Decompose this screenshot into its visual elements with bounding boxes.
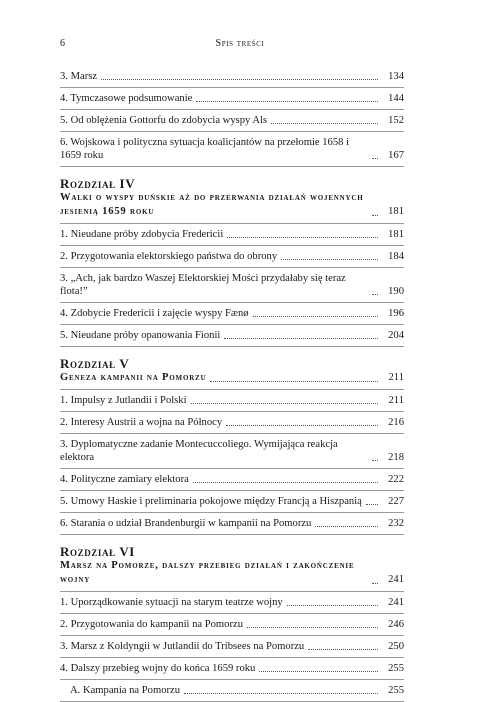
chapter-title-text: Geneza kampanii na Pomorzu: [60, 372, 207, 383]
toc-entry-page: 204: [388, 330, 404, 341]
leader-dots: [372, 460, 378, 461]
toc-entry-text: 1. Impulsy z Jutlandii i Polski: [60, 395, 187, 406]
toc-entry-text: 4. Dalszy przebieg wojny do końca 1659 roku: [60, 663, 256, 674]
toc-entry-page: 255: [388, 685, 404, 696]
toc-entry[interactable]: [60, 434, 404, 468]
toc-entry-text: 6. Wojskowa i polityczna sytuacja koalicjantów na przełomie 1658 i 1659 roku: [60, 137, 350, 161]
toc-entry-page: 181: [388, 229, 404, 240]
toc-entry-page: 241: [388, 597, 404, 608]
toc-entry[interactable]: [60, 132, 404, 166]
toc-entry-text: 1. Uporządkowanie sytuacji na starym teatrze wojny: [60, 597, 283, 608]
chapter-title-text: Marsz na Pomorze, dalszy przebieg działań i zakończenie wojny: [60, 560, 355, 585]
toc-entry[interactable]: [60, 110, 404, 131]
toc-entry-text: 2. Przygotowania do kampanii na Pomorzu: [60, 619, 244, 630]
chapter-title[interactable]: [60, 559, 404, 591]
leader-dots: [372, 215, 378, 216]
toc-entry[interactable]: [60, 66, 404, 87]
leader-dots: [101, 79, 378, 80]
toc-entry-text: 3. „Ach, jak bardzo Waszej Elektorskiej Mości przydałaby się teraz flota!”: [60, 273, 346, 297]
toc-entry-text: 4. Polityczne zamiary elektora: [60, 474, 189, 485]
leader-dots: [315, 526, 378, 527]
leader-dots: [226, 425, 378, 426]
toc-entry[interactable]: [60, 636, 404, 657]
toc-entry[interactable]: [60, 246, 404, 267]
leader-dots: [253, 316, 378, 317]
toc-entry[interactable]: [60, 325, 404, 346]
toc-entry-page: 190: [388, 286, 404, 297]
toc-entry-text: 1. Nieudane próby zdobycia Fredericii: [60, 229, 224, 240]
leader-dots: [196, 101, 378, 102]
leader-dots: [247, 627, 378, 628]
toc-entry-page: 152: [388, 115, 404, 126]
toc-entry[interactable]: [60, 658, 404, 679]
toc-entry-text: 5. Nieudane próby opanowania Fionii: [60, 330, 221, 341]
leader-dots: [210, 381, 378, 382]
toc-entry-text: A. Kampania na Pomorzu: [70, 685, 181, 696]
toc-entry-page: 184: [388, 251, 404, 262]
leader-dots: [281, 259, 378, 260]
toc-entry-text: 3. Dyplomatyczne zadanie Montecuccoliego. Wymijająca reakcja elektora: [60, 439, 338, 463]
toc-entry[interactable]: [60, 592, 404, 613]
toc-entry-page: 216: [388, 417, 404, 428]
leader-dots: [193, 482, 378, 483]
chapter-title-page: 181: [388, 206, 404, 217]
leader-dots: [191, 403, 378, 404]
leader-dots: [308, 649, 378, 650]
leader-dots: [372, 158, 378, 159]
toc-entry-page: 167: [388, 150, 404, 161]
leader-dots: [184, 693, 378, 694]
leader-dots: [366, 504, 378, 505]
chapter-heading: Rozdział V: [60, 356, 130, 371]
toc-entry-page: 227: [388, 496, 404, 507]
leader-dots: [372, 583, 378, 584]
table-of-contents: [60, 66, 404, 702]
toc-entry[interactable]: [60, 224, 404, 245]
leader-dots: [227, 237, 378, 238]
chapter-heading: Rozdział IV: [60, 176, 136, 191]
toc-entry[interactable]: [60, 513, 404, 534]
toc-entry-page: 218: [388, 452, 404, 463]
chapter-title[interactable]: [60, 191, 404, 223]
toc-entry-text: 5. Od oblężenia Gottorfu do zdobycia wyspy Als: [60, 115, 268, 126]
toc-entry-page: 250: [388, 641, 404, 652]
toc-entry-text: 3. Marsz z Koldyngii w Jutlandii do Tribsees na Pomorzu: [60, 641, 305, 652]
toc-entry-text: 2. Interesy Austrii a wojna na Północy: [60, 417, 223, 428]
toc-entry-text: 3. Marsz: [60, 71, 98, 82]
chapter-title-text: Walki o wyspy duńskie aż do przerwania działań wojennych jesienią 1659 roku: [60, 192, 364, 217]
toc-entry[interactable]: [60, 268, 404, 302]
chapter-heading: Rozdział VI: [60, 544, 135, 559]
leader-dots: [259, 671, 378, 672]
chapter-title-page: 241: [388, 574, 404, 585]
toc-entry[interactable]: [60, 412, 404, 433]
toc-entry[interactable]: [60, 469, 404, 490]
toc-entry-text: 5. Umowy Haskie i preliminaria pokojowe między Francją a Hiszpanią: [60, 496, 362, 507]
toc-entry-page: 232: [388, 518, 404, 529]
toc-entry-page: 246: [388, 619, 404, 630]
leader-dots: [287, 605, 378, 606]
toc-entry-page: 211: [388, 395, 404, 406]
toc-entry-page: 196: [388, 308, 404, 319]
toc-entry[interactable]: [60, 614, 404, 635]
toc-entry[interactable]: [60, 303, 404, 324]
toc-entry-page: 144: [388, 93, 404, 104]
toc-entry-text: 4. Zdobycie Fredericii i zajęcie wyspy Fænø: [60, 308, 249, 319]
toc-entry-text: 2. Przygotowania elektorskiego państwa do obrony: [60, 251, 278, 262]
toc-entry[interactable]: [60, 491, 404, 512]
leader-dots: [372, 294, 378, 295]
page-number: 6: [60, 38, 65, 49]
toc-entry-page: 222: [388, 474, 404, 485]
toc-sub-entry[interactable]: [60, 680, 404, 701]
toc-entry-page: 255: [388, 663, 404, 674]
toc-entry-page: 134: [388, 71, 404, 82]
toc-entry[interactable]: [60, 390, 404, 411]
chapter-title[interactable]: [60, 371, 404, 389]
running-head: Spis treści: [215, 38, 265, 49]
chapter-title-page: 211: [388, 372, 404, 383]
toc-entry-text: 4. Tymczasowe podsumowanie: [60, 93, 193, 104]
leader-dots: [271, 123, 378, 124]
leader-dots: [224, 338, 378, 339]
toc-entry-text: 6. Starania o udział Brandenburgii w kampanii na Pomorzu: [60, 518, 312, 529]
toc-entry[interactable]: [60, 88, 404, 109]
